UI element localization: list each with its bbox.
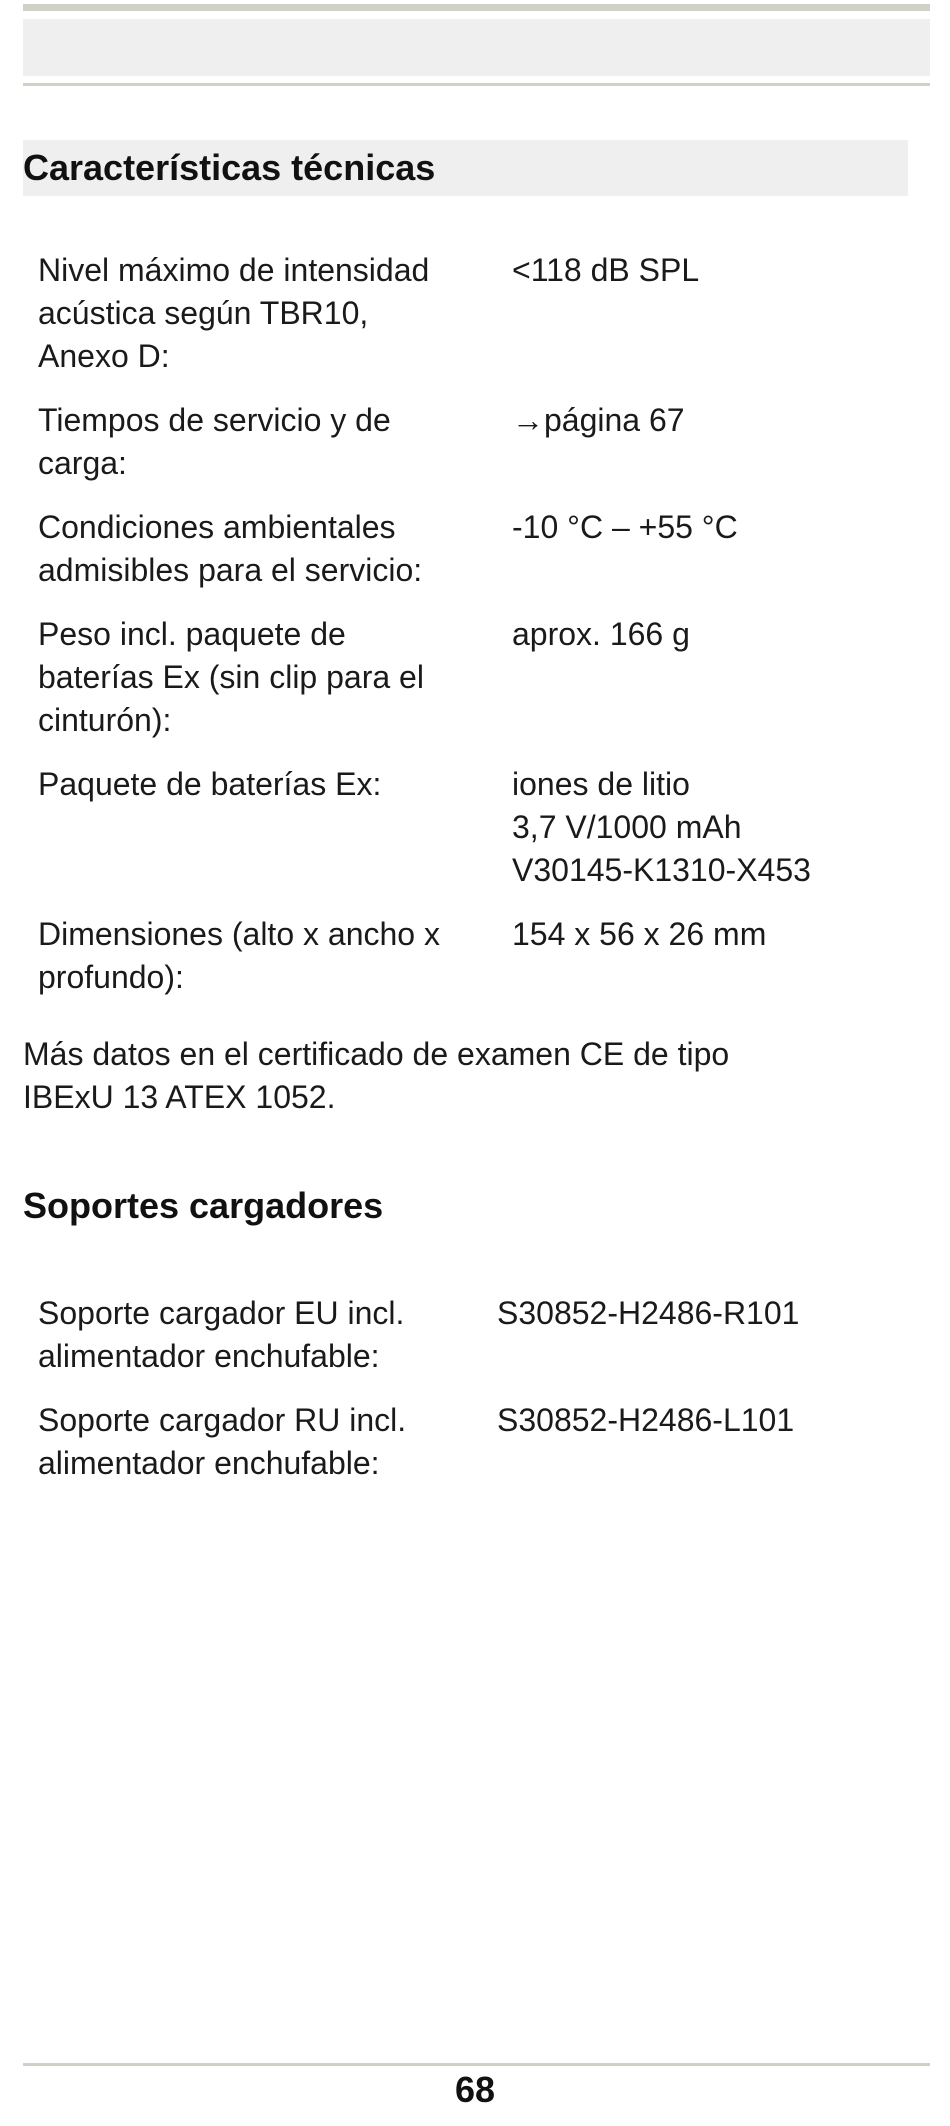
spec-label-line: Dimensiones (alto x ancho x [38,916,440,952]
spec-row [38,913,811,1020]
spec-row [38,249,811,399]
spec-value [512,613,811,763]
spec-value [512,506,811,613]
spec-value-line: aprox. 166 g [512,616,690,652]
charger-label-line: alimentador enchufable: [38,1445,380,1481]
spec-value-line: 154 x 56 x 26 mm [512,916,767,952]
charger-label [38,1292,497,1399]
spec-label-line: Nivel máximo de intensidad [38,252,430,288]
spec-label [38,506,512,613]
chargers-table [38,1292,799,1506]
spec-row [38,763,811,913]
spec-value [512,763,811,913]
spec-row [38,506,811,613]
spec-label-line: Anexo D: [38,338,170,374]
header-rule-thick [23,4,930,11]
spec-label [38,399,512,506]
header-rule-thin [23,83,930,86]
page-reference-link[interactable]: →página 67 [512,402,685,438]
spec-label-line: carga: [38,445,127,481]
note-line: IBExU 13 ATEX 1052. [23,1079,336,1115]
charger-value-line: S30852-H2486-L101 [497,1402,795,1438]
spec-label-line: baterías Ex (sin clip para el [38,659,424,695]
spec-value-line: 3,7 V/1000 mAh [512,809,742,845]
charger-row [38,1292,799,1399]
header-band [23,19,930,76]
spec-value-line: <118 dB SPL [512,252,700,288]
charger-label [38,1399,497,1506]
spec-label-line: admisibles para el servicio: [38,552,423,588]
page-number: 68 [454,2069,496,2110]
spec-row [38,613,811,763]
spec-row [38,399,811,506]
charger-part-number [497,1399,799,1506]
spec-value-line: -10 °C – +55 °C [512,509,738,545]
spec-label-line: acústica según TBR10, [38,295,369,331]
spec-label-line: Peso incl. paquete de [38,616,346,652]
spec-label-line: Condiciones ambientales [38,509,396,545]
section-title-technical-specs: Características técnicas [23,147,436,188]
spec-value-line: V30145-K1310-X453 [512,852,811,888]
charger-value-line: S30852-H2486-R101 [497,1295,800,1331]
spec-label [38,763,512,913]
charger-label-line: alimentador enchufable: [38,1338,380,1374]
charger-label-line: Soporte cargador RU incl. [38,1402,407,1438]
spec-value [512,249,811,399]
spec-label [38,249,512,399]
spec-label-line: Paquete de baterías Ex: [38,766,382,802]
spec-value [512,399,811,506]
charger-label-line: Soporte cargador EU incl. [38,1295,405,1331]
spec-label-line: Tiempos de servicio y de [38,402,391,438]
charger-part-number [497,1292,799,1399]
spec-label-line: profundo): [38,959,184,995]
section-title-chargers: Soportes cargadores [23,1185,384,1226]
footer-rule [23,2063,930,2066]
spec-value-line: iones de litio [512,766,690,802]
spec-label [38,913,512,1020]
spec-label [38,613,512,763]
certificate-note [23,1033,903,1119]
spec-value [512,913,811,1020]
spec-label-line: cinturón): [38,702,172,738]
technical-specs-table [38,249,811,1020]
note-line: Más datos en el certificado de examen CE de tipo [23,1036,730,1072]
charger-row [38,1399,799,1506]
